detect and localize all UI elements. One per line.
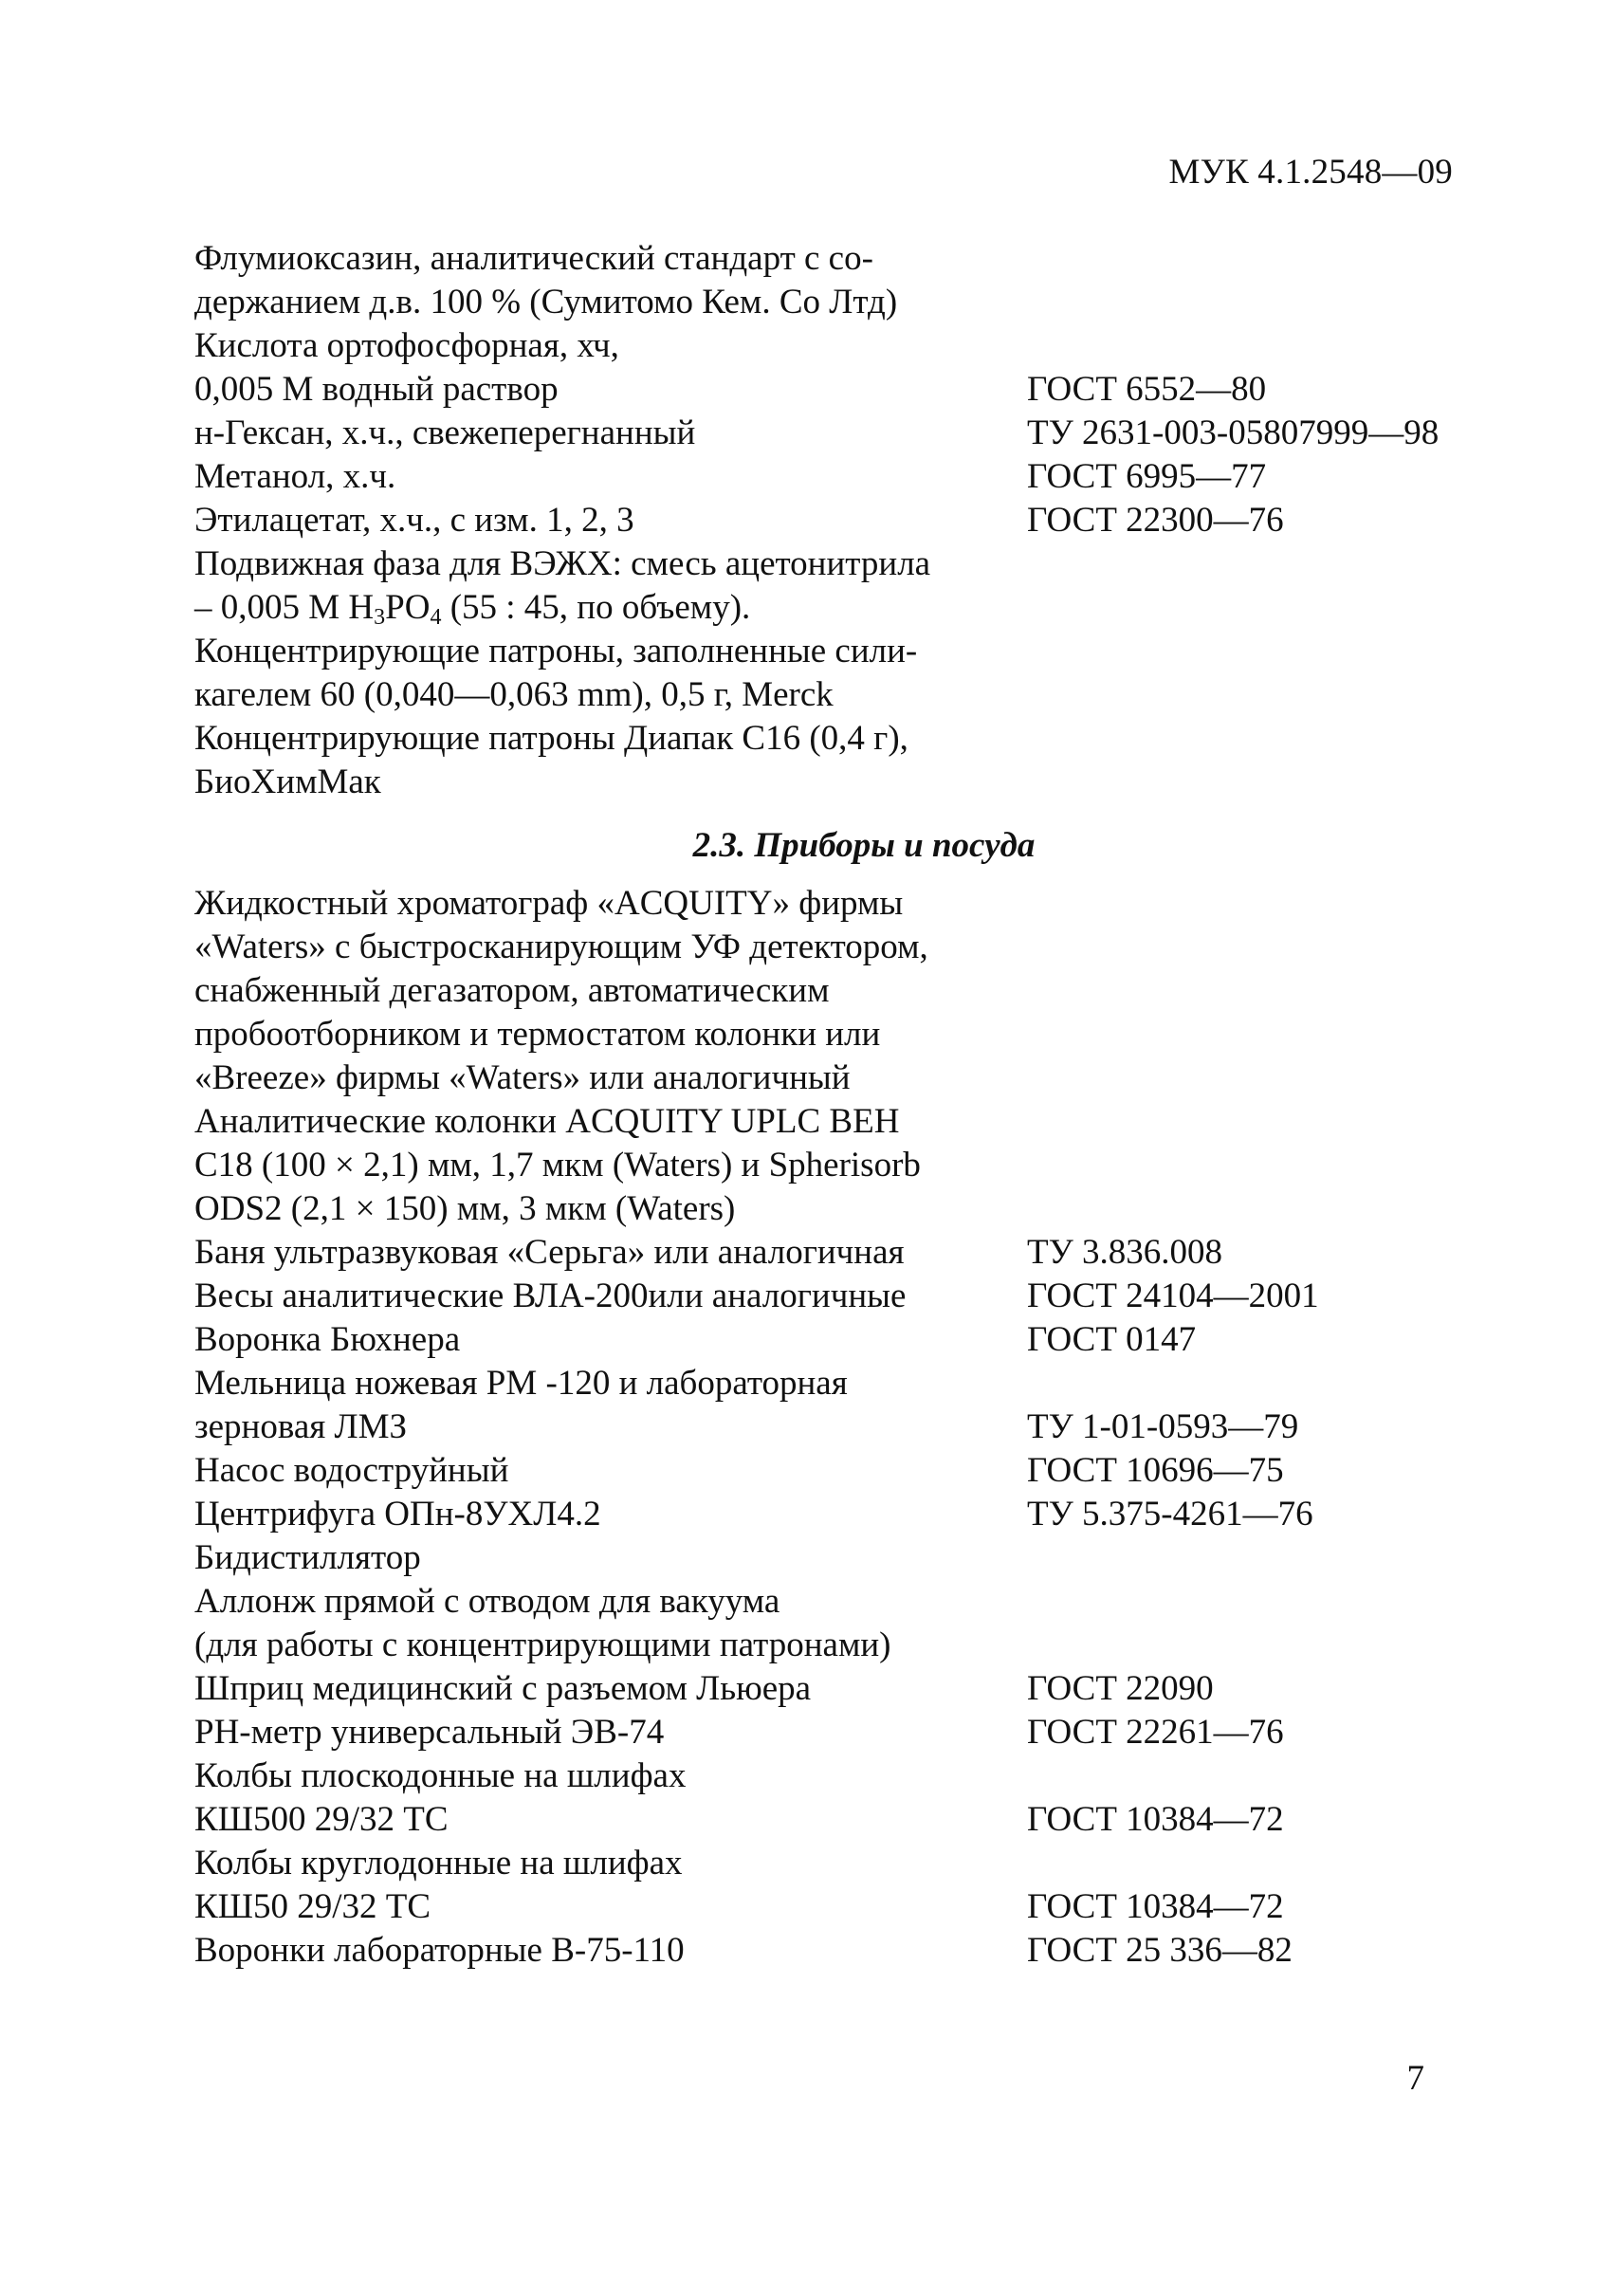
item-name: C18 (100 × 2,1) мм, 1,7 мкм (Waters) и Spherisorb — [194, 1146, 921, 1185]
list-item — [194, 969, 1503, 1013]
item-name: 0,005 М водный раствор — [194, 370, 559, 409]
item-name: Жидкостный хроматограф «ACQUITY» фирмы — [194, 884, 904, 923]
item-name: «Waters» с быстросканирующим УФ детектором, — [194, 928, 928, 966]
list-item — [194, 455, 1503, 499]
list-item — [194, 1536, 1503, 1580]
item-standard: ГОСТ 22300—76 — [1027, 501, 1284, 540]
list-item — [194, 1449, 1503, 1493]
item-standard: ГОСТ 6995—77 — [1027, 457, 1267, 496]
formula-subscript: 4 — [430, 605, 442, 630]
formula-prefix: – 0,005 М H — [194, 588, 375, 627]
item-name: пробоотборником и термостатом колонки или — [194, 1015, 881, 1054]
item-standard: ГОСТ 10384—72 — [1027, 1800, 1284, 1839]
item-name: Концентрирующие патроны, заполненные сили- — [194, 632, 918, 670]
item-name: Флумиоксазин, аналитический стандарт с со- — [194, 239, 873, 278]
item-name: Концентрирующие патроны Диапак С16 (0,4 г), — [194, 719, 908, 758]
item-name: ODS2 (2,1 × 150) мм, 3 мкм (Waters) — [194, 1189, 736, 1228]
item-name: Центрифуга ОПн-8УХЛ4.2 — [194, 1495, 601, 1534]
item-name: Подвижная фаза для ВЭЖХ: смесь ацетонитрила — [194, 544, 931, 583]
list-item — [194, 1929, 1503, 1973]
list-item — [194, 324, 1503, 368]
page-number: 7 — [1406, 2059, 1424, 2098]
list-item — [194, 1100, 1503, 1144]
list-item — [194, 368, 1503, 412]
list-item — [194, 1405, 1503, 1449]
item-standard: ГОСТ 22090 — [1027, 1669, 1214, 1708]
list-item — [194, 1013, 1503, 1056]
list-item — [194, 1275, 1503, 1318]
item-name: Мельница ножевая РМ -120 и лабораторная — [194, 1364, 848, 1403]
list-item — [194, 673, 1503, 717]
list-item — [194, 1187, 1503, 1231]
list-item — [194, 1842, 1503, 1885]
list-item — [194, 1711, 1503, 1754]
item-standard: ТУ 5.375-4261—76 — [1027, 1495, 1313, 1534]
item-name: КШ50 29/32 ТС — [194, 1887, 431, 1926]
list-item — [194, 281, 1503, 324]
item-standard: ТУ 1-01-0593—79 — [1027, 1407, 1299, 1446]
item-name: БиоХимМак — [194, 762, 381, 801]
list-item — [194, 630, 1503, 673]
item-name: Метанол, х.ч. — [194, 457, 396, 496]
item-standard: ТУ 2631-003-05807999—98 — [1027, 413, 1440, 452]
item-name: Шприц медицинский с разъемом Льюера — [194, 1669, 812, 1708]
list-item — [194, 1885, 1503, 1929]
list-item — [194, 1493, 1503, 1536]
list-item — [194, 1056, 1503, 1100]
section-heading: 2.3. Приборы и посуда — [692, 826, 1036, 865]
item-name: «Breeze» фирмы «Waters» или аналогичный — [194, 1058, 851, 1097]
list-item — [194, 1667, 1503, 1711]
item-name — [194, 586, 1027, 630]
item-name: Этилацетат, х.ч., с изм. 1, 2, 3 — [194, 501, 634, 540]
item-name: Баня ультразвуковая «Серьга» или аналогичная — [194, 1233, 905, 1272]
item-name: зерновая ЛМЗ — [194, 1407, 408, 1446]
list-item — [194, 499, 1503, 542]
list-item — [194, 882, 1503, 926]
document-code: МУК 4.1.2548—09 — [1168, 153, 1453, 192]
list-item — [194, 1231, 1503, 1275]
item-name: Воронка Бюхнера — [194, 1320, 461, 1359]
item-name: PH-метр универсальный ЭВ-74 — [194, 1713, 665, 1752]
list-item — [194, 237, 1503, 281]
reagents-list — [194, 237, 1503, 804]
item-standard: ГОСТ 0147 — [1027, 1320, 1197, 1359]
item-name: Воронки лабораторные В-75-110 — [194, 1931, 685, 1970]
list-item — [194, 542, 1503, 586]
item-name: Аналитические колонки ACQUITY UPLC BEH — [194, 1102, 900, 1141]
formula-mid: PO — [385, 588, 431, 627]
list-item — [194, 1318, 1503, 1362]
item-name: Колбы круглодонные на шлифах — [194, 1844, 683, 1883]
item-standard: ГОСТ 10384—72 — [1027, 1887, 1284, 1926]
item-standard: ГОСТ 10696—75 — [1027, 1451, 1284, 1490]
list-item — [194, 926, 1503, 969]
item-standard: ТУ 3.836.008 — [1027, 1233, 1223, 1272]
formula-suffix: (55 : 45, по объему). — [441, 588, 751, 627]
item-name: Насос водоструйный — [194, 1451, 509, 1490]
item-name: кагелем 60 (0,040—0,063 mm), 0,5 г, Merck — [194, 675, 834, 714]
list-item — [194, 1580, 1503, 1624]
formula-subscript: 3 — [374, 605, 386, 630]
item-standard: ГОСТ 22261—76 — [1027, 1713, 1284, 1752]
list-item — [194, 1754, 1503, 1798]
list-item — [194, 761, 1503, 804]
item-name: Бидистиллятор — [194, 1538, 421, 1577]
item-standard: ГОСТ 6552—80 — [1027, 370, 1267, 409]
item-name: н-Гексан, х.ч., свежеперегнанный — [194, 413, 696, 452]
item-name: (для работы с концентрирующими патронами) — [194, 1626, 891, 1664]
item-name: Колбы плоскодонные на шлифах — [194, 1756, 687, 1795]
item-name: Весы аналитические ВЛА-200или аналогичные — [194, 1277, 907, 1315]
list-item — [194, 1798, 1503, 1842]
item-name: держанием д.в. 100 % (Сумитомо Кем. Со Лтд) — [194, 283, 898, 321]
item-standard: ГОСТ 24104—2001 — [1027, 1277, 1319, 1315]
item-name: Аллонж прямой с отводом для вакуума — [194, 1582, 780, 1621]
list-item — [194, 586, 1503, 630]
item-name: снабженный дегазатором, автоматическим — [194, 971, 830, 1010]
list-item — [194, 1144, 1503, 1187]
item-name: КШ500 29/32 ТС — [194, 1800, 449, 1839]
list-item — [194, 412, 1503, 455]
equipment-list — [194, 882, 1503, 1973]
item-standard: ГОСТ 25 336—82 — [1027, 1931, 1293, 1970]
list-item — [194, 717, 1503, 761]
item-name: Кислота ортофосфорная, хч, — [194, 326, 619, 365]
list-item — [194, 1624, 1503, 1667]
list-item — [194, 1362, 1503, 1405]
